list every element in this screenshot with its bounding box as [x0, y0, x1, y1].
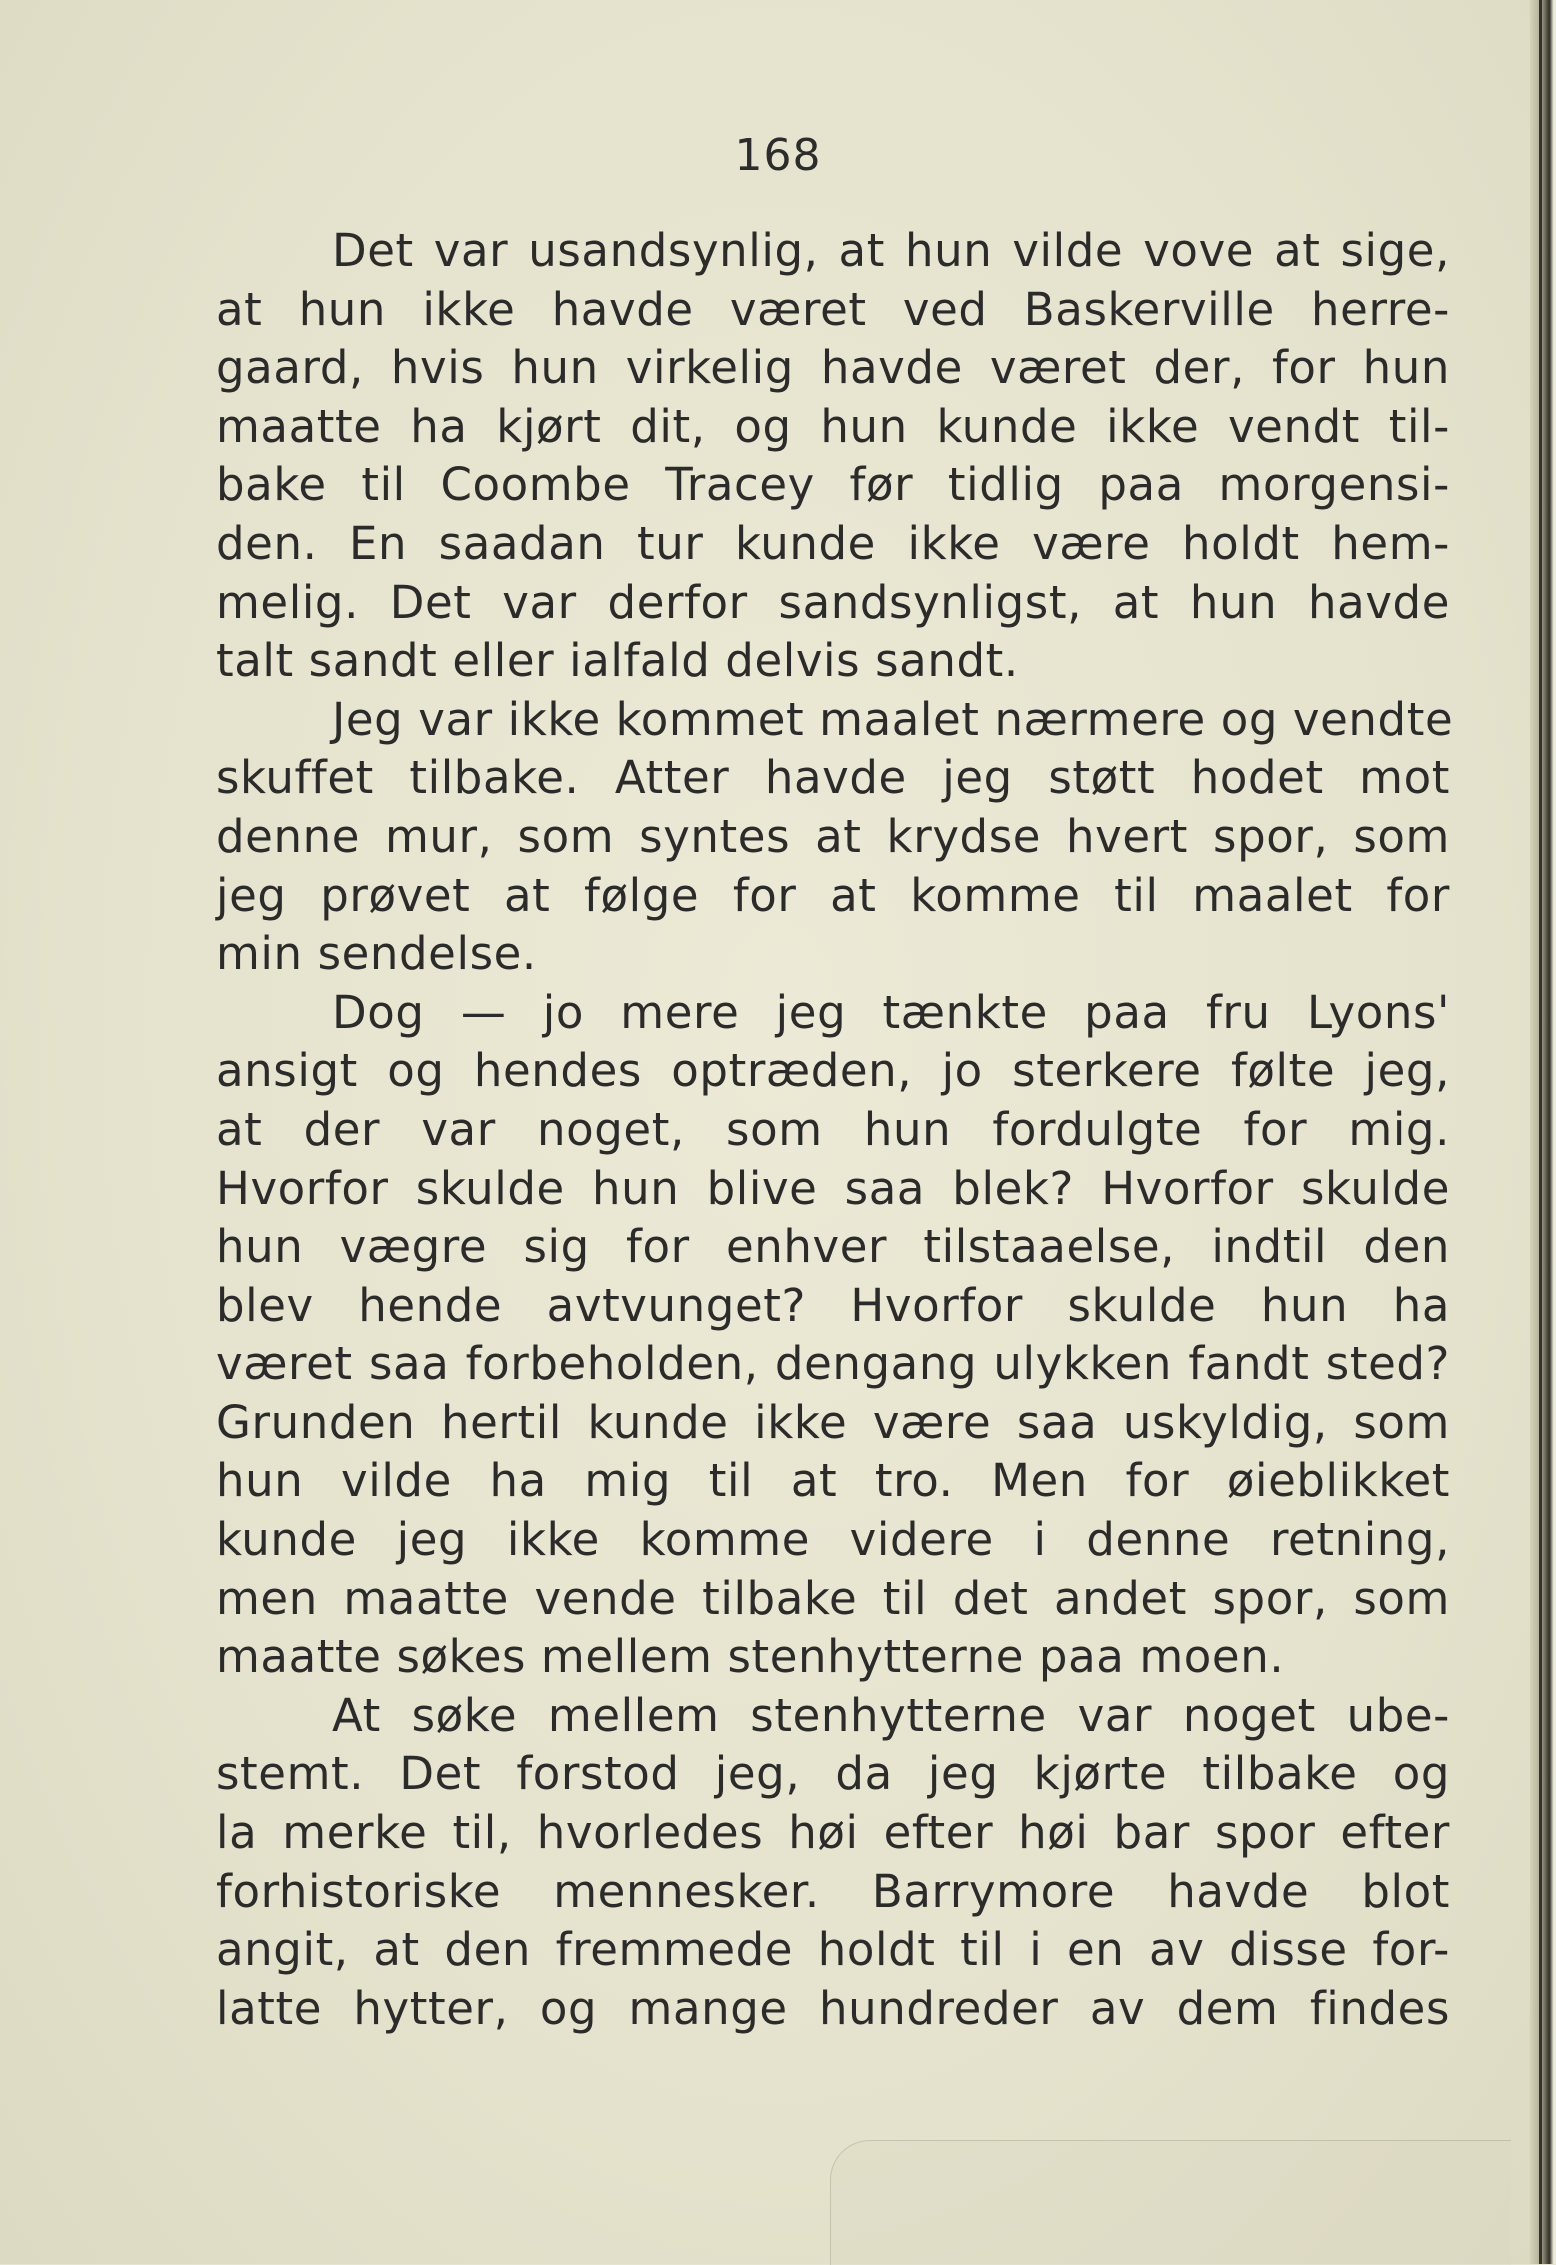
text-line: la merke til, hvorledes høi efter høi bar spor efter: [216, 1806, 1450, 1860]
text-line: Dog — jo mere jeg tænkte paa fru Lyons': [332, 985, 1450, 1039]
text-line: men maatte vende tilbake til det andet spor, som: [216, 1571, 1450, 1625]
text-line: den. En saadan tur kunde ikke være holdt hem-: [216, 516, 1450, 570]
text-line: gaard, hvis hun virkelig havde været der, for hun: [216, 341, 1450, 395]
page-stain: [830, 2140, 1511, 2265]
text-line: denne mur, som syntes at krydse hvert spor, som: [216, 809, 1450, 863]
page-edge: [1530, 0, 1556, 2264]
text-line: talt sandt eller ialfald delvis sandt.: [216, 634, 1019, 688]
text-line: maatte søkes mellem stenhytterne paa moen.: [216, 1630, 1285, 1684]
text-line: ansigt og hendes optræden, jo sterkere følte jeg,: [216, 1044, 1450, 1098]
text-line: hun vilde ha mig til at tro. Men for øieblikket: [216, 1454, 1450, 1508]
text-line: Det var usandsynlig, at hun vilde vove at sige,: [332, 224, 1450, 277]
text-line: skuffet tilbake. Atter havde jeg støtt hodet mot: [216, 751, 1450, 805]
body-text: [216, 222, 1454, 2038]
page-edge-shadow: [1539, 0, 1542, 2264]
text-line: at der var noget, som hun fordulgte for mig.: [216, 1102, 1450, 1156]
text-line: At søke mellem stenhytterne var noget ube-: [332, 1688, 1450, 1742]
text-line: blev hende avtvunget? Hvorfor skulde hun ha: [216, 1278, 1450, 1332]
page-number: 168: [734, 130, 822, 181]
text-line: været saa forbeholden, dengang ulykken fandt sted?: [216, 1337, 1450, 1391]
text-line: hun vægre sig for enhver tilstaaelse, indtil den: [216, 1220, 1450, 1274]
text-line: Grunden hertil kunde ikke være saa uskyldig, som: [216, 1395, 1450, 1449]
text-line: kunde jeg ikke komme videre i denne retning,: [216, 1513, 1450, 1567]
text-line: at hun ikke havde været ved Baskerville herre-: [216, 282, 1450, 336]
text-line: maatte ha kjørt dit, og hun kunde ikke vendt til-: [216, 399, 1450, 453]
text-line: latte hytter, og mange hundreder av dem findes: [216, 1981, 1450, 2035]
text-line: jeg prøvet at følge for at komme til maalet for: [216, 868, 1450, 922]
text-line: angit, at den fremmede holdt til i en av disse for-: [216, 1923, 1450, 1977]
text-line: forhistoriske mennesker. Barrymore havde blot: [216, 1864, 1450, 1918]
text-line: min sendelse.: [216, 927, 537, 981]
text-line: melig. Det var derfor sandsynligst, at hun havde: [216, 575, 1450, 629]
text-line: bake til Coombe Tracey før tidlig paa morgensi-: [216, 458, 1450, 512]
text-line: Jeg var ikke kommet maalet nærmere og vendte: [332, 692, 1454, 746]
text-line: Hvorfor skulde hun blive saa blek? Hvorfor skulde: [216, 1161, 1450, 1215]
text-line: stemt. Det forstod jeg, da jeg kjørte tilbake og: [216, 1747, 1450, 1801]
